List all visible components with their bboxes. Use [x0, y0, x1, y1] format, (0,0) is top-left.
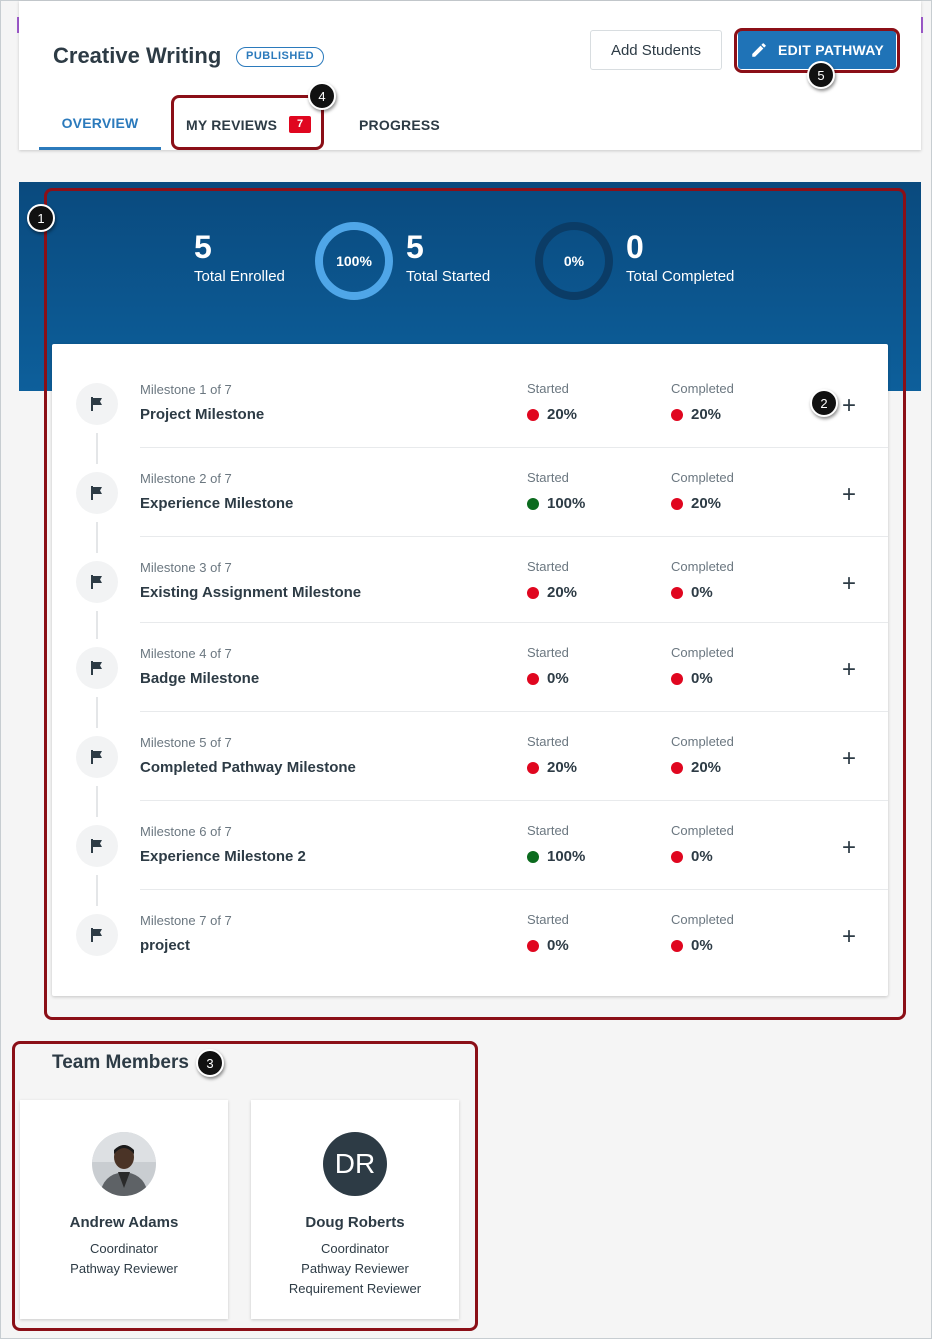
- member-card-andrew-adams[interactable]: [20, 1100, 228, 1319]
- milestone-name: Existing Assignment Milestone: [140, 584, 362, 601]
- member-role: Pathway Reviewer: [301, 1261, 409, 1276]
- started-value: [527, 937, 569, 954]
- milestone-row[interactable]: [52, 537, 888, 623]
- page-title: Creative Writing: [53, 43, 222, 68]
- status-dot: [671, 940, 683, 952]
- completed-percent: 0%: [691, 670, 713, 687]
- started-value: [527, 670, 569, 687]
- milestone-index: Milestone 7 of 7: [140, 913, 232, 928]
- started-value: [527, 406, 577, 423]
- milestone-index: Milestone 6 of 7: [140, 824, 232, 839]
- started-percent: 100%: [547, 495, 586, 512]
- team-members-title: Team Members: [52, 1052, 189, 1073]
- expand-plus-icon[interactable]: +: [842, 745, 857, 772]
- started-percent: 20%: [547, 759, 578, 776]
- member-role: Coordinator: [90, 1241, 158, 1256]
- member-name: Doug Roberts: [305, 1214, 405, 1231]
- milestone-index: Milestone 2 of 7: [140, 471, 232, 486]
- completed-label: Total Completed: [626, 268, 735, 285]
- completed-percent: 20%: [691, 495, 722, 512]
- completed-label: Completed: [671, 381, 734, 396]
- milestone-name: project: [140, 937, 191, 954]
- tab-overview[interactable]: OVERVIEW: [39, 99, 161, 150]
- member-name: Andrew Adams: [69, 1214, 179, 1231]
- completed-value: [671, 584, 713, 601]
- completed-percent: 0%: [691, 848, 713, 865]
- completed-label: Completed: [671, 734, 734, 749]
- expand-plus-icon[interactable]: +: [842, 834, 857, 861]
- milestone-name: Project Milestone: [140, 406, 265, 423]
- milestone-row[interactable]: [52, 623, 888, 712]
- started-value: [527, 759, 577, 776]
- milestone-index: Milestone 3 of 7: [140, 560, 232, 575]
- member-role: Requirement Reviewer: [288, 1281, 422, 1296]
- expand-plus-icon[interactable]: +: [842, 656, 857, 683]
- status-dot: [527, 673, 539, 685]
- milestone-row[interactable]: [52, 801, 888, 890]
- milestone-index: Milestone 4 of 7: [140, 646, 232, 661]
- completed-label: Completed: [671, 559, 734, 574]
- tab-my-reviews-label: MY REVIEWS: [186, 116, 278, 133]
- started-label: Started: [527, 734, 569, 749]
- completed-percent: 20%: [691, 406, 722, 423]
- expand-plus-icon[interactable]: +: [842, 923, 857, 950]
- status-dot: [527, 409, 539, 421]
- milestone-row[interactable]: [52, 712, 888, 801]
- status-dot: [671, 851, 683, 863]
- status-dot: [527, 851, 539, 863]
- started-percent: 100%: [547, 848, 586, 865]
- started-label: Started: [527, 823, 569, 838]
- flag-icon: [76, 914, 118, 956]
- stat-started: [406, 228, 490, 285]
- annotation-badge: 3: [196, 1049, 224, 1077]
- flag-icon: [76, 383, 118, 425]
- flag-icon: [76, 561, 118, 603]
- started-label: Started: [527, 470, 569, 485]
- completed-percent: 0%: [691, 584, 713, 601]
- completed-ring: [534, 221, 614, 301]
- tab-progress[interactable]: PROGRESS: [359, 116, 440, 133]
- started-percent: 20%: [547, 584, 578, 601]
- status-dot: [527, 940, 539, 952]
- flag-icon: [76, 825, 118, 867]
- status-dot: [527, 762, 539, 774]
- completed-label: Completed: [671, 823, 734, 838]
- member-role: Coordinator: [321, 1241, 389, 1256]
- milestone-index: Milestone 5 of 7: [140, 735, 232, 750]
- milestone-name: Completed Pathway Milestone: [140, 759, 356, 776]
- status-dot: [671, 498, 683, 510]
- member-role: Pathway Reviewer: [70, 1261, 178, 1276]
- status-badge: PUBLISHED: [236, 47, 324, 67]
- milestone-name: Badge Milestone: [140, 670, 260, 687]
- started-label: Total Started: [406, 268, 491, 285]
- completed-value: [671, 670, 713, 687]
- started-ring: [314, 221, 394, 301]
- enrolled-label: Total Enrolled: [194, 268, 285, 285]
- flag-icon: [76, 647, 118, 689]
- completed-value: [671, 406, 721, 423]
- expand-plus-icon[interactable]: +: [842, 392, 857, 419]
- started-percent: 0%: [547, 670, 569, 687]
- milestone-name: Experience Milestone 2: [140, 848, 306, 865]
- completed-value: [671, 937, 713, 954]
- flag-icon: [76, 472, 118, 514]
- status-dot: [671, 673, 683, 685]
- started-count: 5: [406, 229, 424, 265]
- annotation-badge: 1: [27, 204, 55, 232]
- reviews-count-badge: 7: [289, 116, 311, 133]
- pathway-header: [19, 1, 921, 150]
- milestone-name: Experience Milestone: [140, 495, 294, 512]
- status-dot: [671, 409, 683, 421]
- started-label: Started: [527, 912, 569, 927]
- stat-enrolled: [194, 228, 285, 285]
- expand-plus-icon[interactable]: +: [842, 481, 857, 508]
- stat-completed: [626, 228, 734, 285]
- completed-label: Completed: [671, 470, 734, 485]
- started-ring-percent: 100%: [336, 253, 372, 269]
- milestone-index: Milestone 1 of 7: [140, 382, 232, 397]
- edit-pathway-label: EDIT PATHWAY: [777, 42, 885, 58]
- started-percent: 20%: [547, 406, 578, 423]
- started-value: [527, 584, 577, 601]
- completed-percent: 0%: [691, 937, 713, 954]
- add-students-button[interactable]: Add Students: [590, 30, 722, 70]
- expand-plus-icon[interactable]: +: [842, 570, 857, 597]
- started-percent: 0%: [547, 937, 569, 954]
- status-dot: [671, 762, 683, 774]
- flag-icon: [76, 736, 118, 778]
- enrolled-count: 5: [194, 229, 212, 265]
- completed-value: [671, 495, 721, 512]
- completed-label: Completed: [671, 912, 734, 927]
- avatar: DR: [323, 1132, 387, 1196]
- completed-value: [671, 759, 721, 776]
- status-dot: [671, 587, 683, 599]
- avatar: [92, 1132, 156, 1196]
- completed-ring-percent: 0%: [563, 253, 585, 269]
- milestones-list: [52, 344, 888, 996]
- milestone-row[interactable]: [52, 448, 888, 537]
- completed-percent: 20%: [691, 759, 722, 776]
- completed-value: [671, 848, 713, 865]
- milestone-row[interactable]: [52, 359, 888, 448]
- started-value: [527, 848, 585, 865]
- status-dot: [527, 498, 539, 510]
- annotation-badge: 4: [308, 82, 336, 110]
- milestone-row[interactable]: [52, 890, 888, 980]
- completed-label: Completed: [671, 645, 734, 660]
- annotation-badge: 5: [807, 61, 835, 89]
- completed-count: 0: [626, 229, 644, 265]
- started-label: Started: [527, 645, 569, 660]
- started-label: Started: [527, 559, 569, 574]
- pencil-icon: [750, 41, 768, 59]
- member-card-doug-roberts[interactable]: [251, 1100, 459, 1319]
- status-dot: [527, 587, 539, 599]
- tab-my-reviews[interactable]: [186, 99, 326, 150]
- started-label: Started: [527, 381, 569, 396]
- annotation-badge: 2: [810, 389, 838, 417]
- started-value: [527, 495, 585, 512]
